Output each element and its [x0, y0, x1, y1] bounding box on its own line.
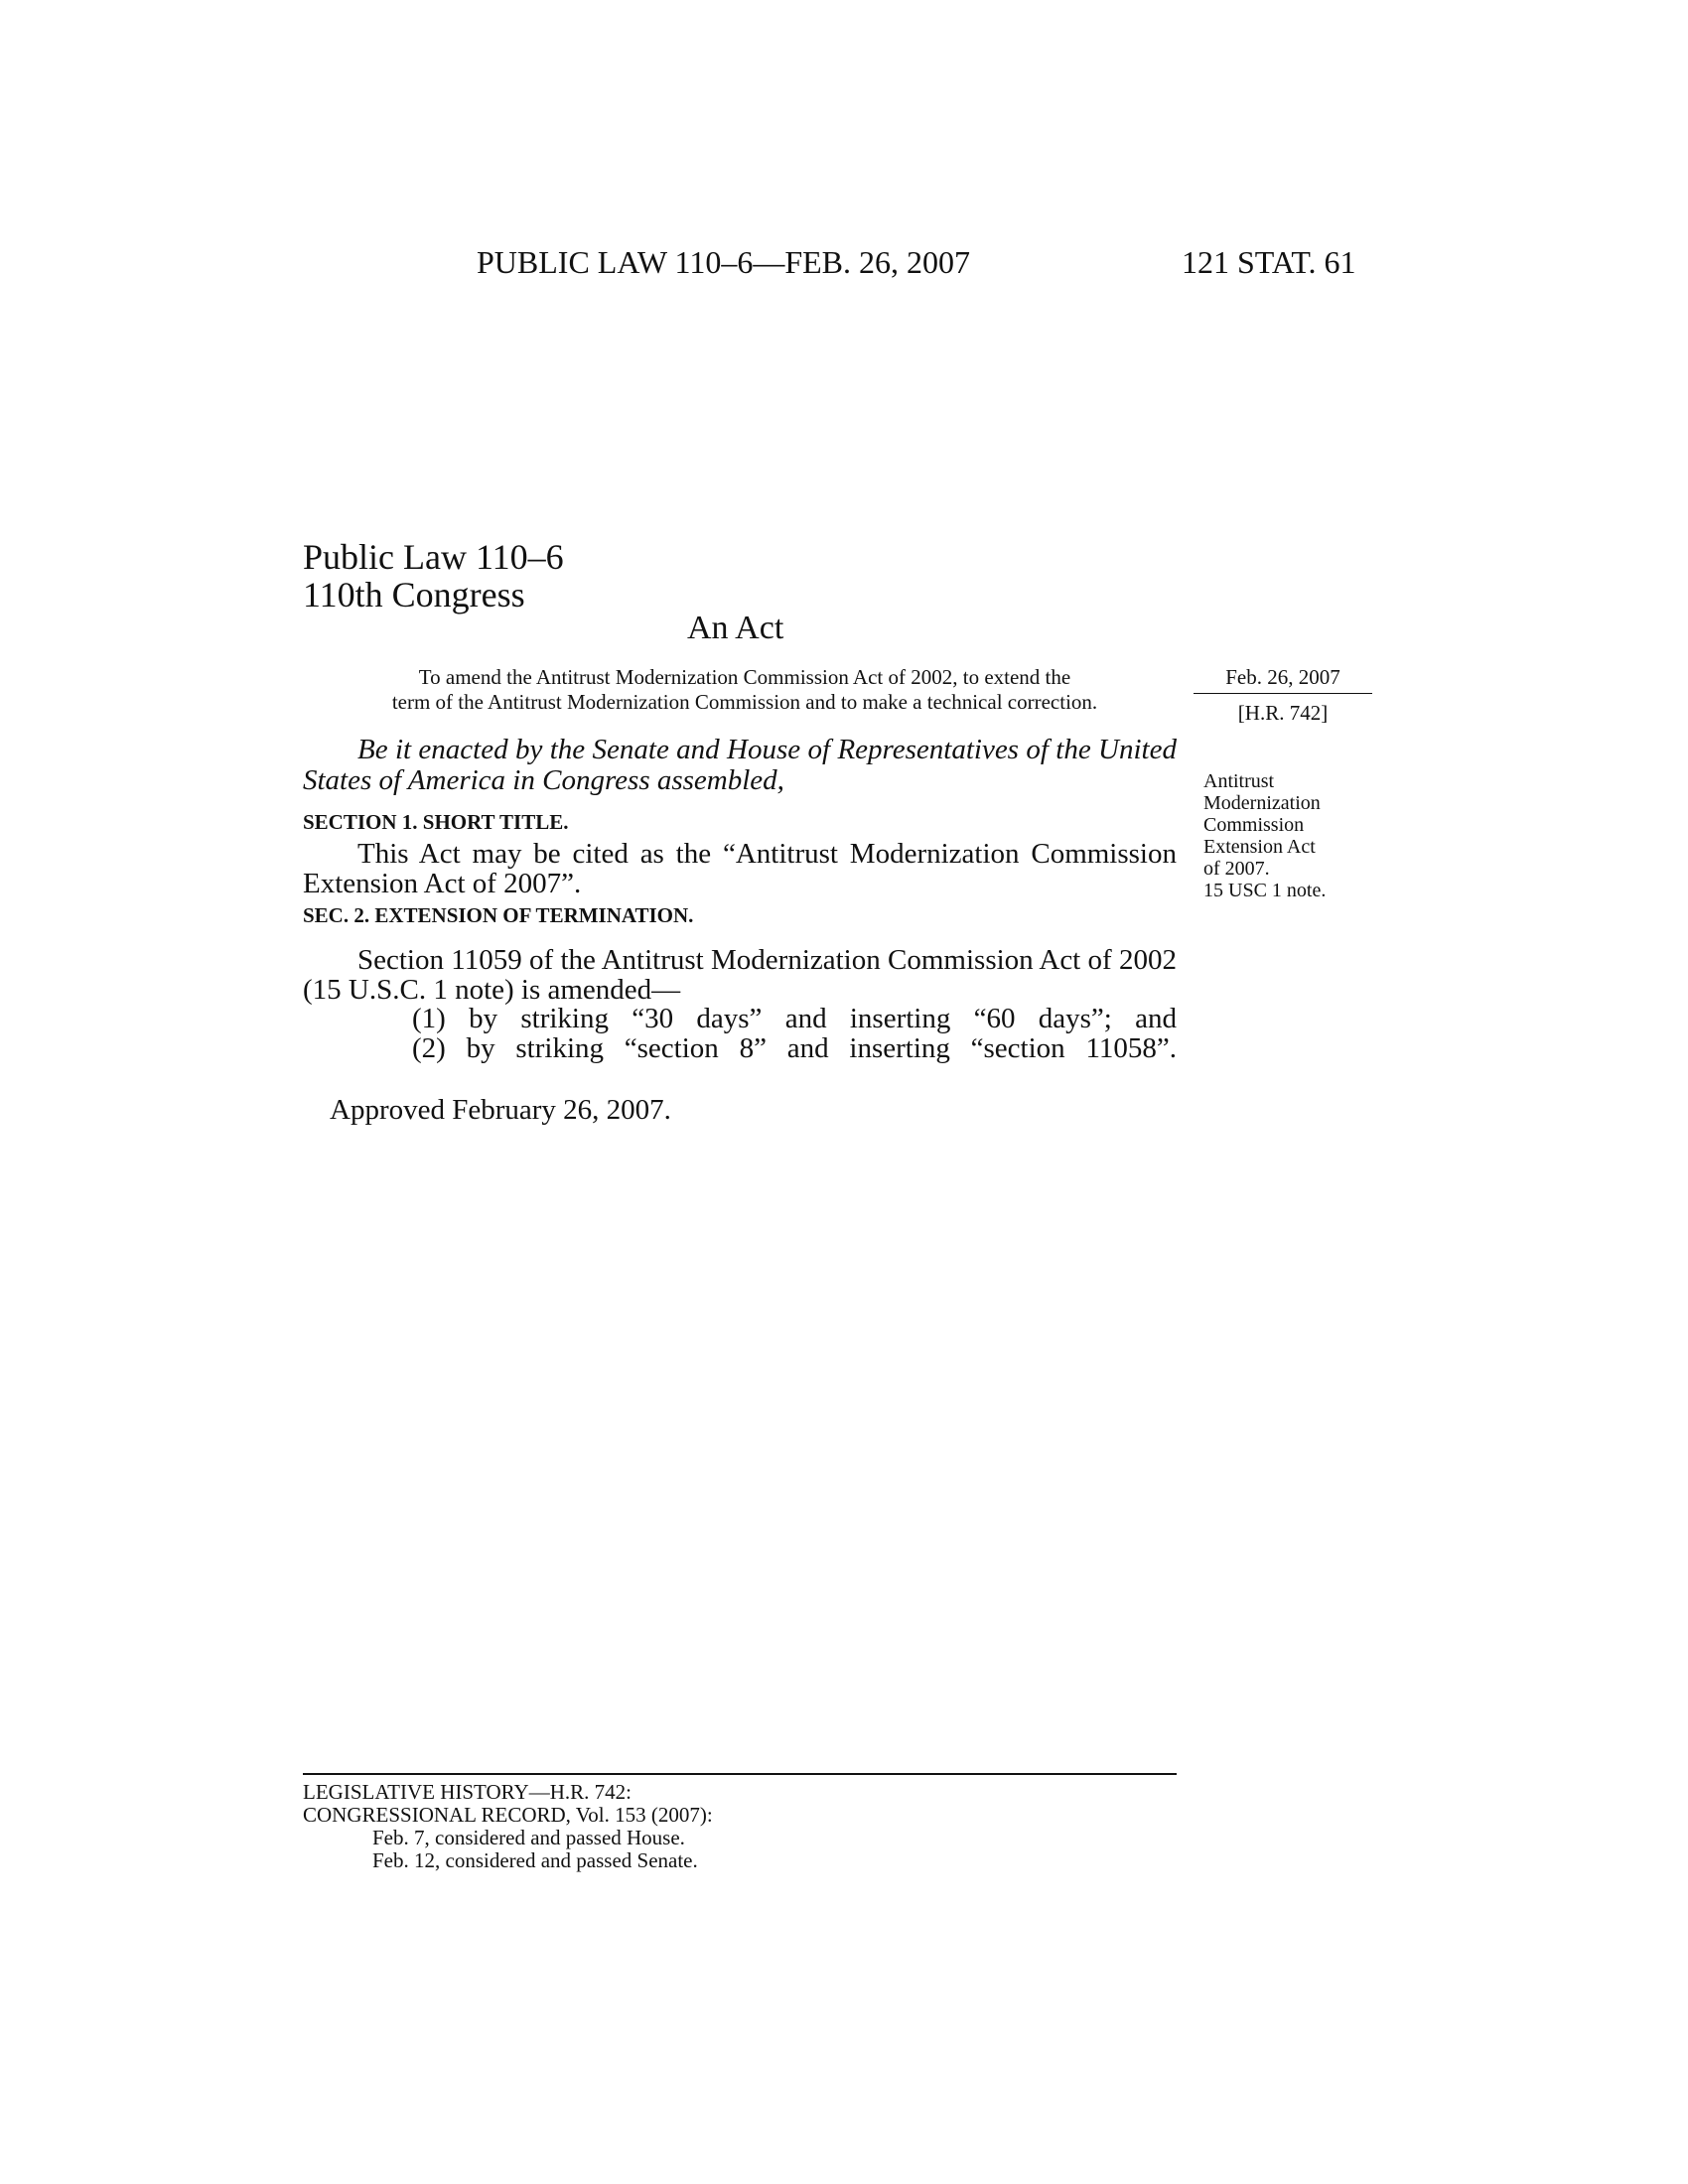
- footnote-divider: [303, 1773, 1177, 1775]
- margin-short-title-note: [1203, 770, 1372, 901]
- section-1-heading: SECTION 1. SHORT TITLE.: [303, 810, 569, 834]
- margin-note-line: Commission: [1203, 814, 1305, 836]
- section-1-text: This Act may be cited as the “Antitrust Modernization Commission Extension Act of 2007”.: [303, 838, 1177, 899]
- margin-note-line: Modernization: [1203, 792, 1321, 814]
- margin-note-line: 15 USC 1 note.: [1203, 880, 1327, 901]
- section-2-heading: SEC. 2. EXTENSION OF TERMINATION.: [303, 903, 694, 927]
- approval-date: Approved February 26, 2007.: [330, 1094, 671, 1126]
- congressional-record-line: CONGRESSIONAL RECORD, Vol. 153 (2007):: [303, 1803, 713, 1827]
- amendment-item: (1) by striking “30 days” and inserting “60 days”; and: [412, 1003, 1177, 1034]
- legislative-history: [303, 1781, 713, 1872]
- congress-number: 110th Congress: [303, 575, 525, 614]
- margin-note-line: Antitrust: [1203, 770, 1275, 792]
- margin-note-line: of 2007.: [1203, 858, 1270, 880]
- public-law-number: Public Law 110–6: [303, 537, 564, 577]
- amendment-item: (2) by striking “section 8” and inserting “section 11058”.: [412, 1032, 1177, 1064]
- section-2-text: Section 11059 of the Antitrust Modernization Commission Act of 2002 (15 U.S.C. 1 note) is amended—: [303, 944, 1177, 1006]
- long-title-line: To amend the Antitrust Modernization Commission Act of 2002, to extend the: [418, 665, 1071, 689]
- history-entry: Feb. 7, considered and passed House.: [372, 1826, 685, 1849]
- long-title-line: term of the Antitrust Modernization Commission and to make a technical correction.: [391, 690, 1098, 714]
- margin-date: Feb. 26, 2007: [1194, 665, 1372, 694]
- act-heading: An Act: [687, 610, 784, 646]
- running-head-title: PUBLIC LAW 110–6—FEB. 26, 2007: [477, 244, 971, 280]
- margin-note-line: Extension Act: [1203, 836, 1316, 858]
- legislative-history-heading: LEGISLATIVE HISTORY—H.R. 742:: [303, 1780, 632, 1804]
- statute-page-reference: 121 STAT. 61: [1182, 244, 1356, 280]
- history-entry: Feb. 12, considered and passed Senate.: [372, 1848, 698, 1872]
- enacting-clause: Be it enacted by the Senate and House of Representatives of the United States of America in Congress assembled,: [303, 734, 1177, 796]
- long-title: [303, 665, 1187, 715]
- margin-bill-number: [H.R. 742]: [1237, 701, 1329, 725]
